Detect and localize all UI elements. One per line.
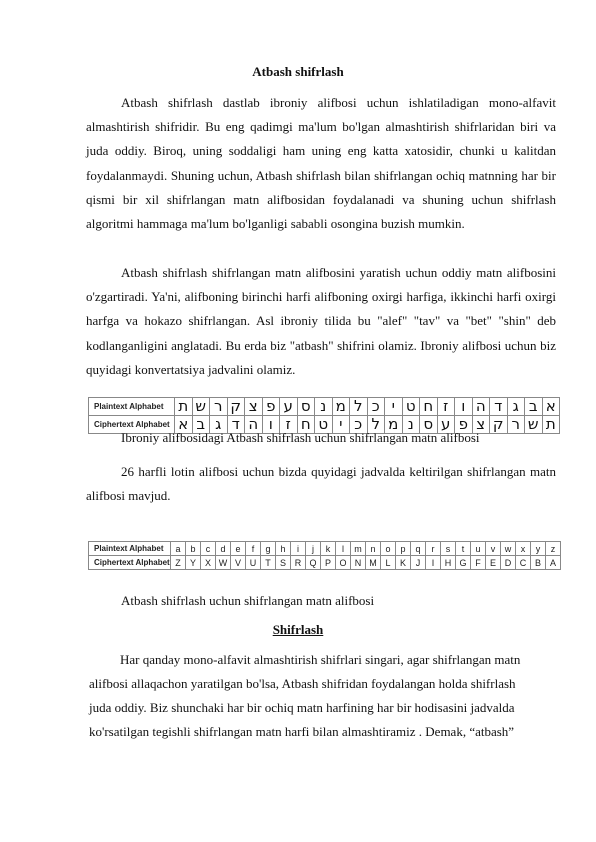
plaintext-letter-cell: a xyxy=(171,542,186,556)
ciphertext-letter-cell: פ xyxy=(455,416,473,434)
plaintext-letter-cell: i xyxy=(291,542,306,556)
plaintext-letter-cell: ד xyxy=(490,398,508,416)
encryption-line: alifbosi allaqachon yaratilgan bo'lsa, Atbash shifridan foydalangan holda shifrlash xyxy=(89,676,516,691)
ciphertext-letter-cell: Q xyxy=(306,556,321,570)
ciphertext-letter-cell: י xyxy=(332,416,350,434)
hebrew-plaintext-label: Plaintext Alphabet xyxy=(89,398,175,416)
encryption-line: ko'rsatilgan tegishli shifrlangan matn harfi bilan almashtiramiz . Demak, “atbash” xyxy=(89,724,515,739)
plaintext-letter-cell: t xyxy=(456,542,471,556)
ciphertext-letter-cell: Y xyxy=(186,556,201,570)
ciphertext-letter-cell: א xyxy=(175,416,193,434)
plaintext-letter-cell: ב xyxy=(525,398,543,416)
plaintext-letter-cell: ר xyxy=(210,398,228,416)
plaintext-letter-cell: x xyxy=(516,542,531,556)
ciphertext-letter-cell: F xyxy=(471,556,486,570)
intro-paragraph-text: Atbash shifrlash dastlab ibroniy alifbosi uchun ishlatiladigan mono-alfavit almashtirish shifridir. Bu eng qadimgi ma'lum bo'lgan almashtirish shifrlaridan biri va juda oddiy. Biroq, uning soddaligi ham uning eng katta xatosidir, chunki u kalitdan foydalanmaydi. Shuning uchun, Atbash shifrlash bilan shifrlangan ochiq matnning har bir qismi bir xil shifrlangan matn alifbosidan foydalanadi va shuning uchun shifrlash algoritmi hammaga ma'lum bo'lganligi sababli osongina buzish mumkin. xyxy=(86,95,556,232)
hebrew-table-caption: Ibroniy alifbosidagi Atbash shifrlash uchun shifrlangan matn alifbosi xyxy=(121,430,480,445)
ciphertext-letter-cell: ו xyxy=(262,416,280,434)
plaintext-letter-cell: v xyxy=(486,542,501,556)
hebrew-ciphertext-label: Ciphertext Alphabet xyxy=(89,416,175,434)
plaintext-letter-cell: צ xyxy=(245,398,263,416)
plaintext-letter-cell: ג xyxy=(507,398,525,416)
plaintext-letter-cell: u xyxy=(471,542,486,556)
plaintext-letter-cell: ל xyxy=(350,398,368,416)
plaintext-letter-cell: b xyxy=(186,542,201,556)
ciphertext-letter-cell: ח xyxy=(297,416,315,434)
ciphertext-letter-cell: E xyxy=(486,556,501,570)
plaintext-letter-cell: ט xyxy=(402,398,420,416)
intro-paragraph xyxy=(86,91,556,236)
ciphertext-letter-cell: H xyxy=(441,556,456,570)
latin-plaintext-label: Plaintext Alphabet xyxy=(89,542,171,556)
encryption-line: Har qanday mono-alfavit almashtirish shifrlari singari, agar shifrlangan matn xyxy=(120,652,521,667)
plaintext-letter-cell: כ xyxy=(367,398,385,416)
plaintext-letter-cell: ח xyxy=(420,398,438,416)
plaintext-letter-cell: l xyxy=(336,542,351,556)
plaintext-letter-cell: מ xyxy=(332,398,350,416)
ciphertext-letter-cell: V xyxy=(231,556,246,570)
ciphertext-letter-cell: W xyxy=(216,556,231,570)
latin-intro-paragraph-text: 26 harfli lotin alifbosi uchun bizda quyidagi jadvalda keltirilgan shifrlangan matn alifbosi mavjud. xyxy=(86,464,556,504)
description-paragraph xyxy=(86,261,556,382)
ciphertext-letter-cell: ב xyxy=(192,416,210,434)
ciphertext-letter-cell: J xyxy=(411,556,426,570)
plaintext-letter-cell: ק xyxy=(227,398,245,416)
latin-table-caption: Atbash shifrlash uchun shifrlangan matn alifbosi xyxy=(121,593,375,608)
plaintext-letter-cell: w xyxy=(501,542,516,556)
encryption-line: juda oddiy. Biz shunchaki har bir ochiq matn harfining har bir hodisasini jadvalda xyxy=(89,700,515,715)
plaintext-letter-cell: p xyxy=(396,542,411,556)
plaintext-letter-cell: ו xyxy=(455,398,473,416)
ciphertext-letter-cell: ד xyxy=(227,416,245,434)
plaintext-letter-cell: י xyxy=(385,398,403,416)
ciphertext-letter-cell: O xyxy=(336,556,351,570)
ciphertext-letter-cell: K xyxy=(396,556,411,570)
latin-plaintext-row xyxy=(89,542,561,556)
plaintext-letter-cell: פ xyxy=(262,398,280,416)
plaintext-letter-cell: ס xyxy=(297,398,315,416)
plaintext-letter-cell: r xyxy=(426,542,441,556)
ciphertext-letter-cell: N xyxy=(351,556,366,570)
plaintext-letter-cell: f xyxy=(246,542,261,556)
page-title: Atbash shifrlash xyxy=(252,64,344,79)
ciphertext-letter-cell: ק xyxy=(490,416,508,434)
plaintext-letter-cell: j xyxy=(306,542,321,556)
encryption-paragraph xyxy=(89,648,553,744)
ciphertext-letter-cell: X xyxy=(201,556,216,570)
latin-intro-paragraph xyxy=(86,460,556,508)
ciphertext-letter-cell: ס xyxy=(420,416,438,434)
plaintext-letter-cell: ז xyxy=(437,398,455,416)
ciphertext-letter-cell: ע xyxy=(437,416,455,434)
ciphertext-letter-cell: S xyxy=(276,556,291,570)
ciphertext-letter-cell: ת xyxy=(542,416,560,434)
plaintext-letter-cell: y xyxy=(531,542,546,556)
ciphertext-letter-cell: כ xyxy=(350,416,368,434)
latin-ciphertext-row xyxy=(89,556,561,570)
ciphertext-letter-cell: T xyxy=(261,556,276,570)
ciphertext-letter-cell: P xyxy=(321,556,336,570)
ciphertext-letter-cell: ט xyxy=(315,416,333,434)
hebrew-alphabet-table xyxy=(88,397,560,434)
ciphertext-letter-cell: C xyxy=(516,556,531,570)
ciphertext-letter-cell: A xyxy=(546,556,561,570)
ciphertext-letter-cell: ג xyxy=(210,416,228,434)
plaintext-letter-cell: ע xyxy=(280,398,298,416)
plaintext-letter-cell: q xyxy=(411,542,426,556)
latin-ciphertext-label: Ciphertext Alphabet xyxy=(89,556,171,570)
ciphertext-letter-cell: נ xyxy=(402,416,420,434)
ciphertext-letter-cell: צ xyxy=(472,416,490,434)
plaintext-letter-cell: s xyxy=(441,542,456,556)
plaintext-letter-cell: ה xyxy=(472,398,490,416)
plaintext-letter-cell: א xyxy=(542,398,560,416)
ciphertext-letter-cell: B xyxy=(531,556,546,570)
ciphertext-letter-cell: L xyxy=(381,556,396,570)
plaintext-letter-cell: c xyxy=(201,542,216,556)
ciphertext-letter-cell: D xyxy=(501,556,516,570)
ciphertext-letter-cell: ז xyxy=(280,416,298,434)
ciphertext-letter-cell: M xyxy=(366,556,381,570)
ciphertext-letter-cell: I xyxy=(426,556,441,570)
plaintext-letter-cell: e xyxy=(231,542,246,556)
latin-alphabet-table xyxy=(88,541,561,570)
ciphertext-letter-cell: R xyxy=(291,556,306,570)
ciphertext-letter-cell: U xyxy=(246,556,261,570)
plaintext-letter-cell: ש xyxy=(192,398,210,416)
ciphertext-letter-cell: Z xyxy=(171,556,186,570)
plaintext-letter-cell: z xyxy=(546,542,561,556)
description-paragraph-text: Atbash shifrlash shifrlangan matn alifbosini yaratish uchun oddiy matn alifbosini o'zgartiradi. Ya'ni, alifboning birinchi harfi alifboning oxirgi harfiga, ikkinchi harfi oxirgi harfga va hokazo shifrlangan. Asl ibroniy tilida bu "alef" "tav" va "bet" "shin" deb kodlanganligini anglatadi. Bu erda biz "atbash" shifrini olamiz. Ibroniy alifbosi uchun biz quyidagi konvertatsiya jadvalini olamiz. xyxy=(86,265,556,377)
ciphertext-letter-cell: ש xyxy=(525,416,543,434)
ciphertext-letter-cell: מ xyxy=(385,416,403,434)
plaintext-letter-cell: ת xyxy=(175,398,193,416)
plaintext-letter-cell: נ xyxy=(315,398,333,416)
plaintext-letter-cell: o xyxy=(381,542,396,556)
ciphertext-letter-cell: ה xyxy=(245,416,263,434)
plaintext-letter-cell: k xyxy=(321,542,336,556)
plaintext-letter-cell: d xyxy=(216,542,231,556)
plaintext-letter-cell: m xyxy=(351,542,366,556)
ciphertext-letter-cell: G xyxy=(456,556,471,570)
plaintext-letter-cell: h xyxy=(276,542,291,556)
ciphertext-letter-cell: ל xyxy=(367,416,385,434)
hebrew-plaintext-row xyxy=(89,398,560,416)
ciphertext-letter-cell: ר xyxy=(507,416,525,434)
section-heading: Shifrlash xyxy=(272,622,324,637)
plaintext-letter-cell: g xyxy=(261,542,276,556)
plaintext-letter-cell: n xyxy=(366,542,381,556)
